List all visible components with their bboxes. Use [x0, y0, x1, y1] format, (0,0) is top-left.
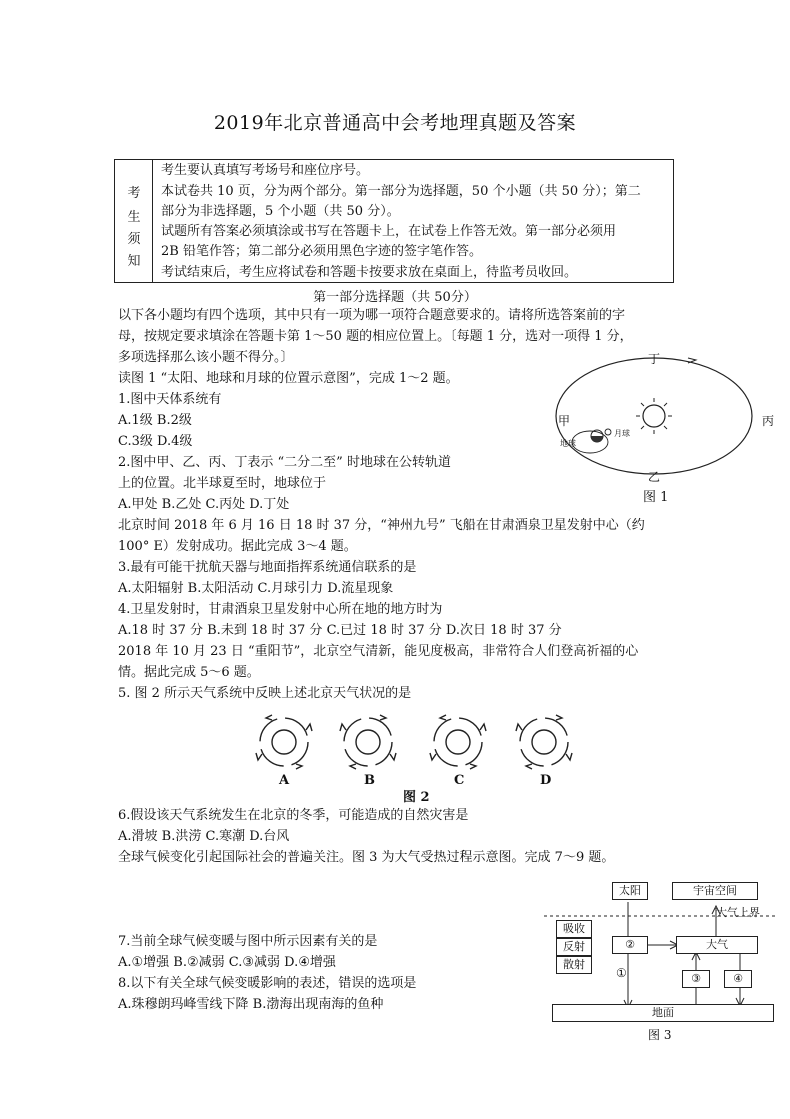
fig1-label-top: 丁	[648, 352, 661, 366]
moon-orbit	[572, 431, 608, 453]
fig2-option-b: B	[364, 773, 375, 788]
fig1-caption: 图 1	[643, 490, 669, 505]
notice-side-char: 生	[127, 210, 141, 225]
fig3-n4-box: ④	[724, 970, 752, 988]
fig3-n3-box: ③	[682, 970, 710, 988]
text-line: 母，按规定要求填涂在答题卡第 1～50 题的相应位置上。〔每题 1 分，选对一项得 1 分，	[118, 329, 633, 344]
notice-side-label	[115, 160, 153, 282]
weather-system-c-icon	[430, 715, 486, 769]
notice-side-char: 知	[127, 254, 141, 269]
text-line: 2.图中甲、乙、丙、丁表示 “二分二至” 时地球在公转轨道	[118, 455, 451, 470]
text-line: A.滑坡 B.洪涝 C.寒潮 D.台风	[118, 829, 290, 844]
orbit-ellipse	[556, 358, 752, 474]
fig3-n2-box: ②	[612, 936, 648, 954]
notice-line: 2B 铅笔作答；第二部分必须用黑色字迹的签字笔作答。	[161, 244, 482, 259]
fig3-reflect-box: 反射	[556, 938, 592, 956]
notice-line: 部分为非选择题，5 个小题（共 50 分）。	[161, 204, 400, 219]
text-line: 1.图中天体系统有	[118, 392, 222, 407]
fig1-label-left: 甲	[558, 414, 571, 428]
fig3-absorb-box: 吸收	[556, 920, 592, 938]
fig3-caption: 图 3	[648, 1028, 672, 1042]
text-line: 全球气候变化引起国际社会的普遍关注。图 3 为大气受热过程示意图。完成 7～9 题。	[118, 850, 615, 865]
text-line: 6.假设该天气系统发生在北京的冬季，可能造成的自然灾害是	[118, 808, 469, 823]
text-line: 读图 1 “太阳、地球和月球的位置示意图”，完成 1～2 题。	[118, 371, 459, 386]
notice-line: 本试卷共 10 页，分为两个部分。第一部分为选择题，50 个小题（共 50 分）；第二	[161, 184, 641, 199]
figure-2-weather-systems	[248, 712, 578, 782]
fig3-sun-box: 太阳	[612, 882, 648, 900]
text-line: 4.卫星发射时，甘肃酒泉卫星发射中心所在地的地方时为	[118, 602, 443, 617]
text-line: 2018 年 10 月 23 日 “重阳节”，北京空气清新，能见度极高，非常符合人们登高祈福的心	[118, 644, 639, 659]
fig3-scatter-box: 散射	[556, 956, 592, 974]
notice-side-char: 考	[127, 186, 141, 201]
figure-1-orbit-diagram	[548, 346, 788, 486]
document-title: 2019年北京普通高中会考地理真题及答案	[213, 112, 577, 134]
fig3-atmos-top-label: 大气上界	[716, 906, 760, 919]
text-line: 多项选择那么该小题不得分。〕	[118, 350, 294, 365]
moon-icon	[605, 429, 611, 435]
text-line: 3.最有可能干扰航天器与地面指挥系统通信联系的是	[118, 560, 417, 575]
fig3-n1-label: ①	[616, 966, 627, 980]
text-line: 北京时间 2018 年 6 月 16 日 18 时 37 分，“神州九号” 飞船在甘肃酒泉卫星发射中心（约	[118, 518, 645, 533]
text-line: C.3级 D.4级	[118, 434, 193, 449]
fig1-label-right: 丙	[762, 414, 775, 428]
section-title: 第一部分选择题（共 50分）	[313, 290, 477, 305]
text-line: 情。据此完成 5～6 题。	[118, 665, 260, 680]
sun-rays-icon	[636, 398, 672, 434]
fig3-atmos-box: 大气	[676, 936, 758, 954]
text-line: A.珠穆朗玛峰雪线下降 B.渤海出现南海的鱼种	[118, 997, 384, 1012]
fig1-label-earth: 地球	[560, 439, 576, 448]
weather-system-d-icon	[516, 715, 572, 769]
text-line: A.甲处 B.乙处 C.丙处 D.丁处	[118, 497, 290, 512]
fig1-label-moon: 月球	[614, 429, 630, 438]
fig2-option-a: A	[279, 773, 290, 788]
text-line: 以下各小题均有四个选项，其中只有一项为哪一项符合题意要求的。请将所选答案前的字	[118, 308, 626, 323]
weather-system-a-icon	[256, 715, 312, 769]
earth-shade-icon	[591, 436, 603, 442]
notice-line: 考试结束后，考生应将试卷和答题卡按要求放在桌面上，待监考员收回。	[161, 265, 578, 280]
weather-system-b-icon	[340, 715, 396, 769]
fig2-option-c: C	[454, 773, 465, 788]
fig3-ground-box: 地面	[552, 1004, 774, 1022]
notice-side-char: 须	[127, 232, 141, 247]
text-line: A.太阳辐射 B.太阳活动 C.月球引力 D.流星现象	[118, 581, 394, 596]
notice-line: 考生要认真填写考场号和座位序号。	[161, 163, 370, 178]
fig3-space-box: 宇宙空间	[672, 882, 758, 900]
text-line: A.1级 B.2级	[118, 413, 192, 428]
fig1-label-bottom: 乙	[648, 470, 661, 484]
text-line: 100° E）发射成功。据此完成 3～4 题。	[118, 539, 357, 554]
text-line: 7.当前全球气候变暖与图中所示因素有关的是	[118, 934, 378, 949]
text-line: 5. 图 2 所示天气系统中反映上述北京天气状况的是	[118, 686, 412, 701]
text-line: A.①增强 B.②减弱 C.③减弱 D.④增强	[118, 955, 336, 970]
fig2-option-d: D	[540, 773, 552, 788]
exam-notice-box	[114, 159, 674, 283]
text-line: A.18 时 37 分 B.未到 18 时 37 分 C.已过 18 时 37 分 D.次日 18 时 37 分	[118, 623, 562, 638]
sun-icon	[643, 405, 665, 427]
notice-line: 试题所有答案必须填涂或书写在答题卡上，在试卷上作答无效。第一部分必须用	[161, 224, 617, 239]
text-line: 上的位置。北半球夏至时，地球位于	[118, 476, 327, 491]
fig2-caption: 图 2	[403, 790, 430, 805]
text-line: 8.以下有关全球气候变暖影响的表述，错误的选项是	[118, 976, 417, 991]
